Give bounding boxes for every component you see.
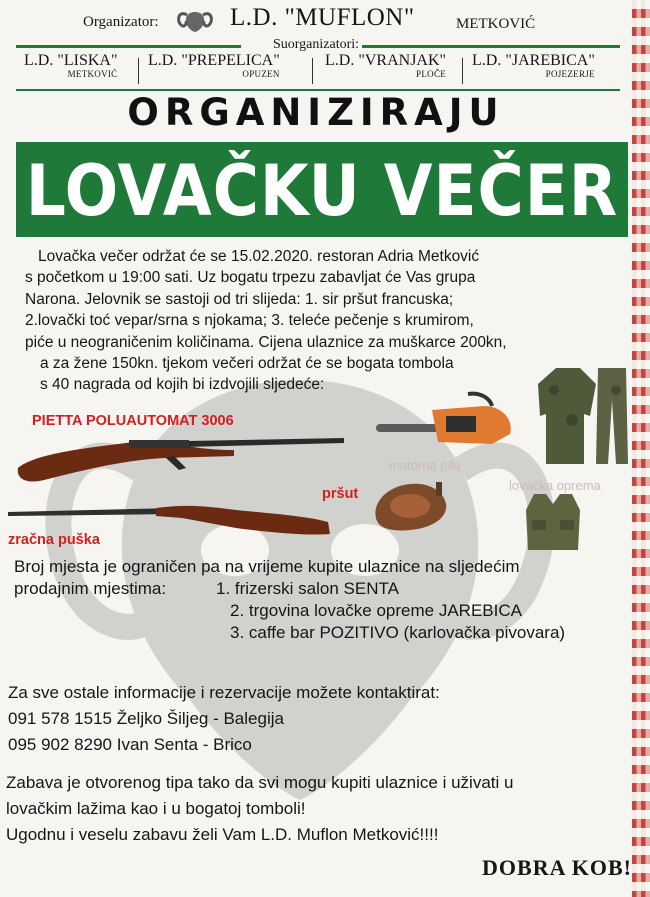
partner-vranjak [325,52,446,90]
intro-line: a za žene 150kn. tjekom večeri održat će se bogata tombola [40,355,454,372]
prize-rifle-label: PIETTA POLUAUTOMAT 3006 [32,413,234,429]
event-title: LOVAČKU VEČER [25,150,619,232]
ram-head-icon [175,6,215,34]
ticket-place: 2. trgovina lovačke opreme JAREBICA [230,601,522,620]
sign-off: DOBRA KOB! [482,855,632,880]
co-organizers [0,52,632,90]
partner-town: OPUZEN [242,69,280,79]
partner-name: L.D. "VRANJAK" [325,52,447,69]
hunting-vest-icon [522,490,584,554]
ham-icon [370,478,452,532]
ticket-place: 3. caffe bar POZITIVO (karlovačka pivovara) [230,623,566,642]
closing-line: Ugodnu i veselu zabavu želi Vam L.D. Muflon Metković!!!! [6,825,439,844]
prize-gear-label: lovačka oprema [509,478,601,493]
header [0,4,632,36]
rifle-icon [14,428,346,484]
co-organizers-label: Suorganizatori: [272,37,360,52]
partner-divider [312,58,313,84]
closing-text [6,770,513,848]
intro-line: piće u neograničenim količinama. Cijena ulaznice za muškarce 200kn, [25,334,507,351]
club-name: L.D. "MUFLON" [230,4,415,31]
partner-divider [138,58,139,84]
closing-line: Zabava je otvorenog tipa tako da svi mogu kupiti ulaznice i uživati u [6,773,514,792]
intro-line: Lovačka večer održat će se 15.02.2020. restoran Adria Metković [38,248,480,265]
locations-intro: prodajnim mjestima: [14,579,167,598]
chainsaw-icon [372,390,522,456]
partner-town: POJEZERJE [545,69,595,79]
organize-heading: ORGANIZIRAJU [127,91,505,134]
intro-line: s 40 nagrada od kojih bi izdvojili sljedeće: [40,376,325,393]
hunting-clothes-icon [524,360,632,468]
partner-name: L.D. "JAREBICA" [472,52,595,69]
partner-liska [24,52,118,90]
partner-prepelica [148,52,280,90]
intro-line: s početkom u 19:00 sati. Uz bogatu trpezu zabavljat će Vas grupa [25,269,476,286]
locations-intro: Broj mjesta je ograničen pa na vrijeme kupite ulaznice na sljedećim [14,557,520,576]
intro-line: Narona. Jelovnik se sastoji od tri slijeda: 1. sir pršut francuska; [25,291,454,308]
contact-section [8,680,440,758]
partner-name: L.D. "LISKA" [24,52,118,69]
partner-jarebica [472,52,595,90]
title-banner [16,142,628,237]
club-town: METKOVIĆ [456,16,536,32]
intro-line: 2.lovački toć vepar/srna s njokama; 3. teleće pečenje s krumirom, [25,312,474,329]
closing-line: lovačkim lažima kao i u bogatoj tomboli! [6,799,306,818]
ticket-place: 1. frizerski salon SENTA [216,579,399,598]
partner-town: PLOČE [416,69,447,79]
prize-ham-label: pršut [322,486,359,502]
partner-town: METKOVIĆ [67,69,118,79]
organizer-label: Organizator: [83,14,159,30]
contact-intro: Za sve ostale informacije i rezervacije možete kontaktirat: [8,683,440,702]
checkered-tablecloth [632,0,650,897]
contact-person: 091 578 1515 Željko Šiljeg - Balegija [8,709,284,728]
prize-chainsaw-label: motorna pila [389,458,461,473]
contact-person: 095 902 8290 Ivan Senta - Brico [8,735,252,754]
partner-divider [462,58,463,84]
prize-air-rifle-label: zračna puška [8,532,100,548]
partner-name: L.D. "PREPELICA" [148,52,280,69]
